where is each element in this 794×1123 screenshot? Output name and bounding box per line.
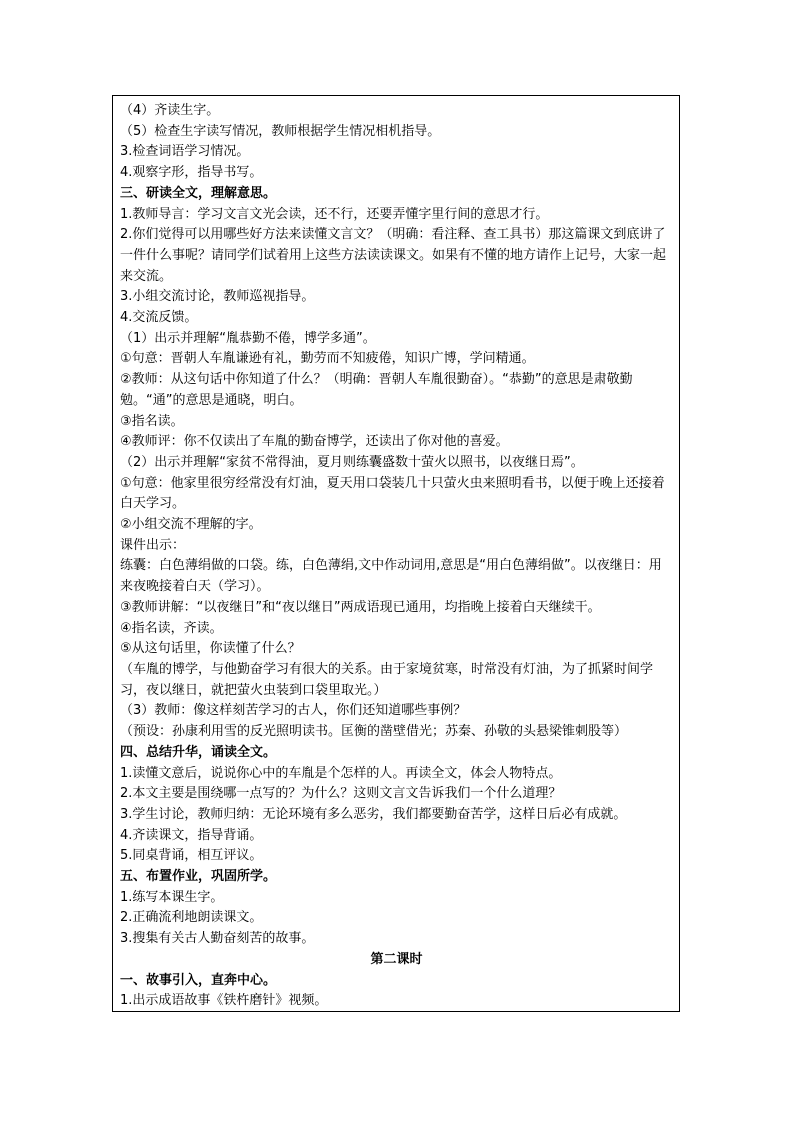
text-paragraph: 练囊：白色薄绢做的口袋。练，白色薄绢,文中作动词用,意思是“用白色薄绢做”。以夜继日：用来夜晚接着白天（学习）。 — [120, 558, 662, 595]
text-line: ④指名读，齐读。 — [120, 620, 223, 636]
section-heading: 三、研读全文，理解意思。 — [120, 185, 277, 201]
text-line: ①句意：晋朝人车胤谦逊有礼，勤劳而不知疲倦，知识广博，学问精通。 — [120, 351, 535, 367]
section-heading: 四、总结升华，诵读全文。 — [120, 744, 277, 760]
text-line: ⑤从这句话里，你读懂了什么？ — [120, 641, 301, 657]
text-paragraph: 2.你们觉得可以用哪些好方法来读懂文言文？（明确：看注释、查工具书）那这篇课文到底讲了一件什么事呢？请同学们试着用上这些方法读读课文。如果有不懂的地方请作上记号，大家一起来交流。 — [120, 227, 667, 284]
text-line: 1.出示成语故事《铁杵磨针》视频。 — [120, 993, 328, 1009]
text-line: ③教师讲解：“以夜继日”和“夜以继日”两成语现已通用，均指晚上接着白天继续干。 — [120, 599, 601, 615]
text-line: 5.同桌背诵，相互评议。 — [120, 848, 263, 864]
text-line: 3.检查词语学习情况。 — [120, 144, 250, 160]
text-line: （预设：孙康利用雪的反光照明读书。匡衡的凿壁借光；苏秦、孙敬的头悬梁锥刺股等） — [120, 724, 628, 740]
text-paragraph: （车胤的博学，与他勤奋学习有很大的关系。由于家境贫寒，时常没有灯油，为了抓紧时间学习，夜以继日，就把萤火虫装到口袋里取光。） — [120, 661, 654, 698]
text-line: 1.练写本课生字。 — [120, 889, 224, 905]
text-line: （1）出示并理解“胤恭勤不倦，博学多通”。 — [120, 330, 376, 346]
text-paragraph: ①句意：他家里很穷经常没有灯油，夏天用口袋装几十只萤火虫来照明看书，以便于晚上还接着白天学习。 — [120, 475, 665, 512]
text-line: （5）检查生字读写情况，教师根据学生情况相机指导。 — [120, 123, 441, 139]
text-paragraph: ②教师：从这句话中你知道了什么？（明确：晋朝人车胤很勤奋）。“恭勤”的意思是肃敬勤勉。“通”的意思是通晓，明白。 — [120, 372, 633, 408]
text-line: （2）出示并理解“家贫不常得油，夏月则练囊盛数十萤火以照书，以夜继日焉”。 — [120, 454, 584, 470]
text-line: 3.学生讨论，教师归纳：无论环境有多么恶劣，我们都要勤奋苦学，这样日后必有成就。 — [120, 806, 627, 822]
text-line: （3）教师：像这样刻苦学习的古人，你们还知道哪些事例？ — [120, 703, 467, 719]
text-line: 3.小组交流讨论，教师巡视指导。 — [120, 289, 315, 305]
text-line: 课件出示： — [120, 537, 186, 553]
text-line: 4.交流反馈。 — [120, 310, 198, 326]
text-line: （4）齐读生字。 — [120, 103, 220, 118]
text-line: ③指名读。 — [120, 413, 184, 429]
text-line: 4.观察字形，指导书写。 — [120, 165, 263, 181]
section-heading: 五、布置作业，巩固所学。 — [120, 869, 277, 885]
text-line: 2.本文主要是围绕哪一点写的？为什么？这则文言文告诉我们一个什么道理？ — [120, 786, 562, 802]
section-heading: 一、故事引入，直奔中心。 — [120, 972, 277, 988]
text-line: ②小组交流不理解的字。 — [120, 517, 262, 533]
text-line: 4.齐读课文，指导背诵。 — [120, 827, 263, 843]
lesson-period-title: 第二课时 — [370, 951, 423, 967]
lesson-plan-table-cell — [112, 95, 680, 1012]
text-line: 1.教师导言：学习文言文光会读，还不行，还要弄懂字里行间的意思才行。 — [120, 206, 549, 222]
text-line: 2.正确流利地朗读课文。 — [120, 910, 263, 926]
text-line: 3.搜集有关古人勤奋刻苦的故事。 — [120, 931, 315, 947]
text-line: ④教师评：你不仅读出了车胤的勤奋博学，还读出了你对他的喜爱。 — [120, 434, 509, 450]
text-line: 1.读懂文意后，说说你心中的车胤是个怎样的人。再读全文，体会人物特点。 — [120, 765, 562, 781]
